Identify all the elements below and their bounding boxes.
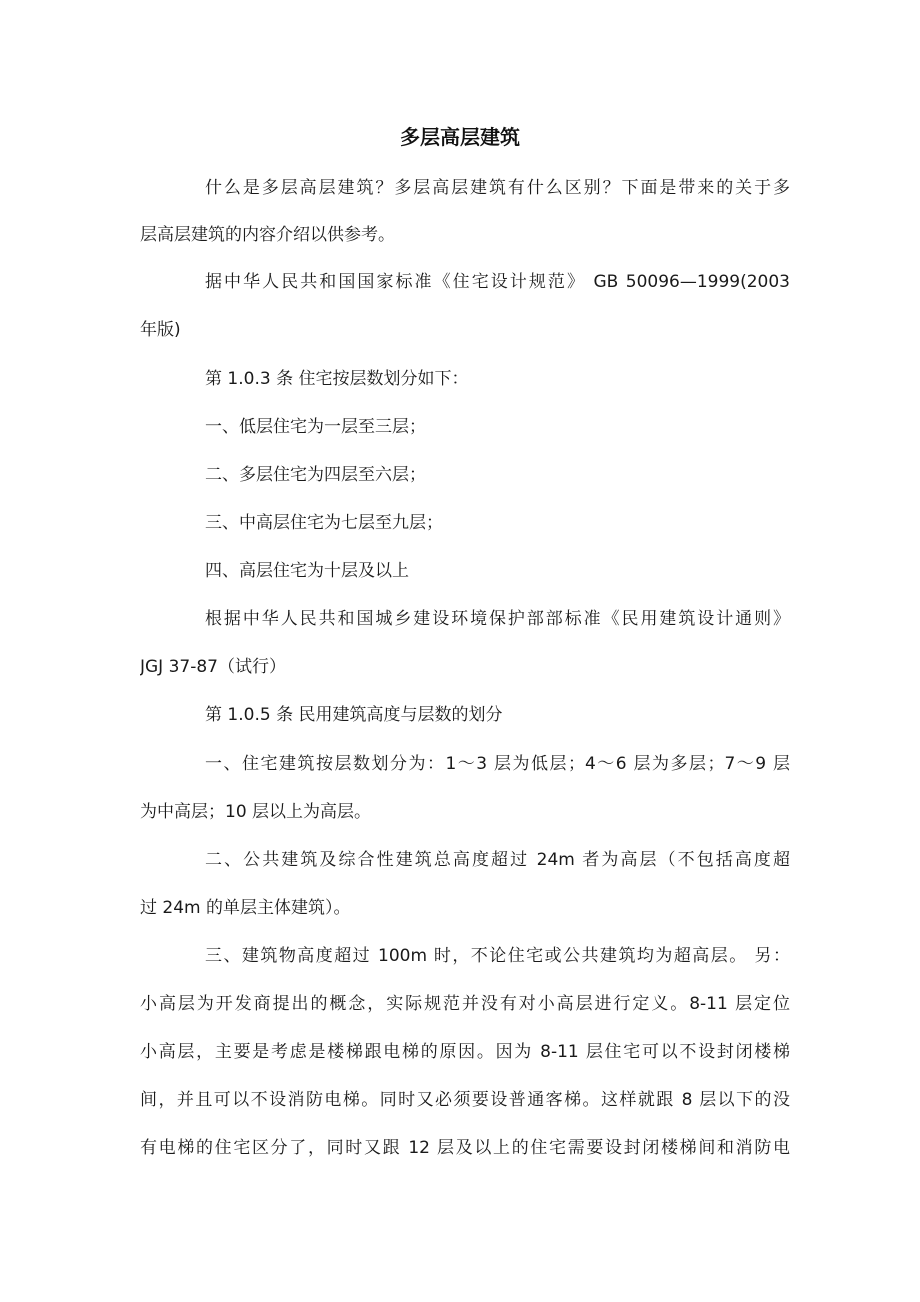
paragraph-line: 为中高层；10 层以上为高层。 <box>140 802 372 822</box>
paragraph-line: 据中华人民共和国国家标准《住宅设计规范》 GB 50096—1999(2003 <box>205 272 790 292</box>
paragraph-line: 小高层，主要是考虑是楼梯跟电梯的原因。因为 8-11 层住宅可以不设封闭楼梯 <box>140 1042 790 1062</box>
paragraph-line: 第 1.0.3 条 住宅按层数划分如下： <box>205 369 469 389</box>
paragraph-line: 二、多层住宅为四层至六层； <box>205 465 426 485</box>
paragraph-line: 一、低层住宅为一层至三层； <box>205 417 426 437</box>
paragraph-line: 年版) <box>140 320 181 340</box>
paragraph-line: 根据中华人民共和国城乡建设环境保护部部标准《民用建筑设计通则》 <box>205 609 790 629</box>
paragraph-line: 三、建筑物高度超过 100m 时，不论住宅或公共建筑均为超高层。 另： <box>205 946 790 966</box>
paragraph-line: 有电梯的住宅区分了，同时又跟 12 层及以上的住宅需要设封闭楼梯间和消防电 <box>140 1138 790 1158</box>
paragraph-line: 三、中高层住宅为七层至九层； <box>205 513 443 533</box>
paragraph-line: 第 1.0.5 条 民用建筑高度与层数的划分 <box>205 705 503 725</box>
paragraph-line: 过 24m 的单层主体建筑）。 <box>140 898 351 918</box>
paragraph-line: 什么是多层高层建筑？多层高层建筑有什么区别？下面是带来的关于多 <box>205 178 790 198</box>
paragraph-line: 一、住宅建筑按层数划分为：1～3 层为低层；4～6 层为多层；7～9 层 <box>205 754 790 774</box>
paragraph-line: JGJ 37-87（试行） <box>140 657 287 677</box>
paragraph-line: 四、高层住宅为十层及以上 <box>205 561 409 581</box>
paragraph-line: 二、公共建筑及综合性建筑总高度超过 24m 者为高层（不包括高度超 <box>205 850 790 870</box>
paragraph-line: 小高层为开发商提出的概念，实际规范并没有对小高层进行定义。8-11 层定位 <box>140 994 790 1014</box>
paragraph-line: 间，并且可以不设消防电梯。同时又必须要设普通客梯。这样就跟 8 层以下的没 <box>140 1090 790 1110</box>
document-title: 多层高层建筑 <box>400 125 520 149</box>
paragraph-line: 层高层建筑的内容介绍以供参考。 <box>140 225 395 245</box>
